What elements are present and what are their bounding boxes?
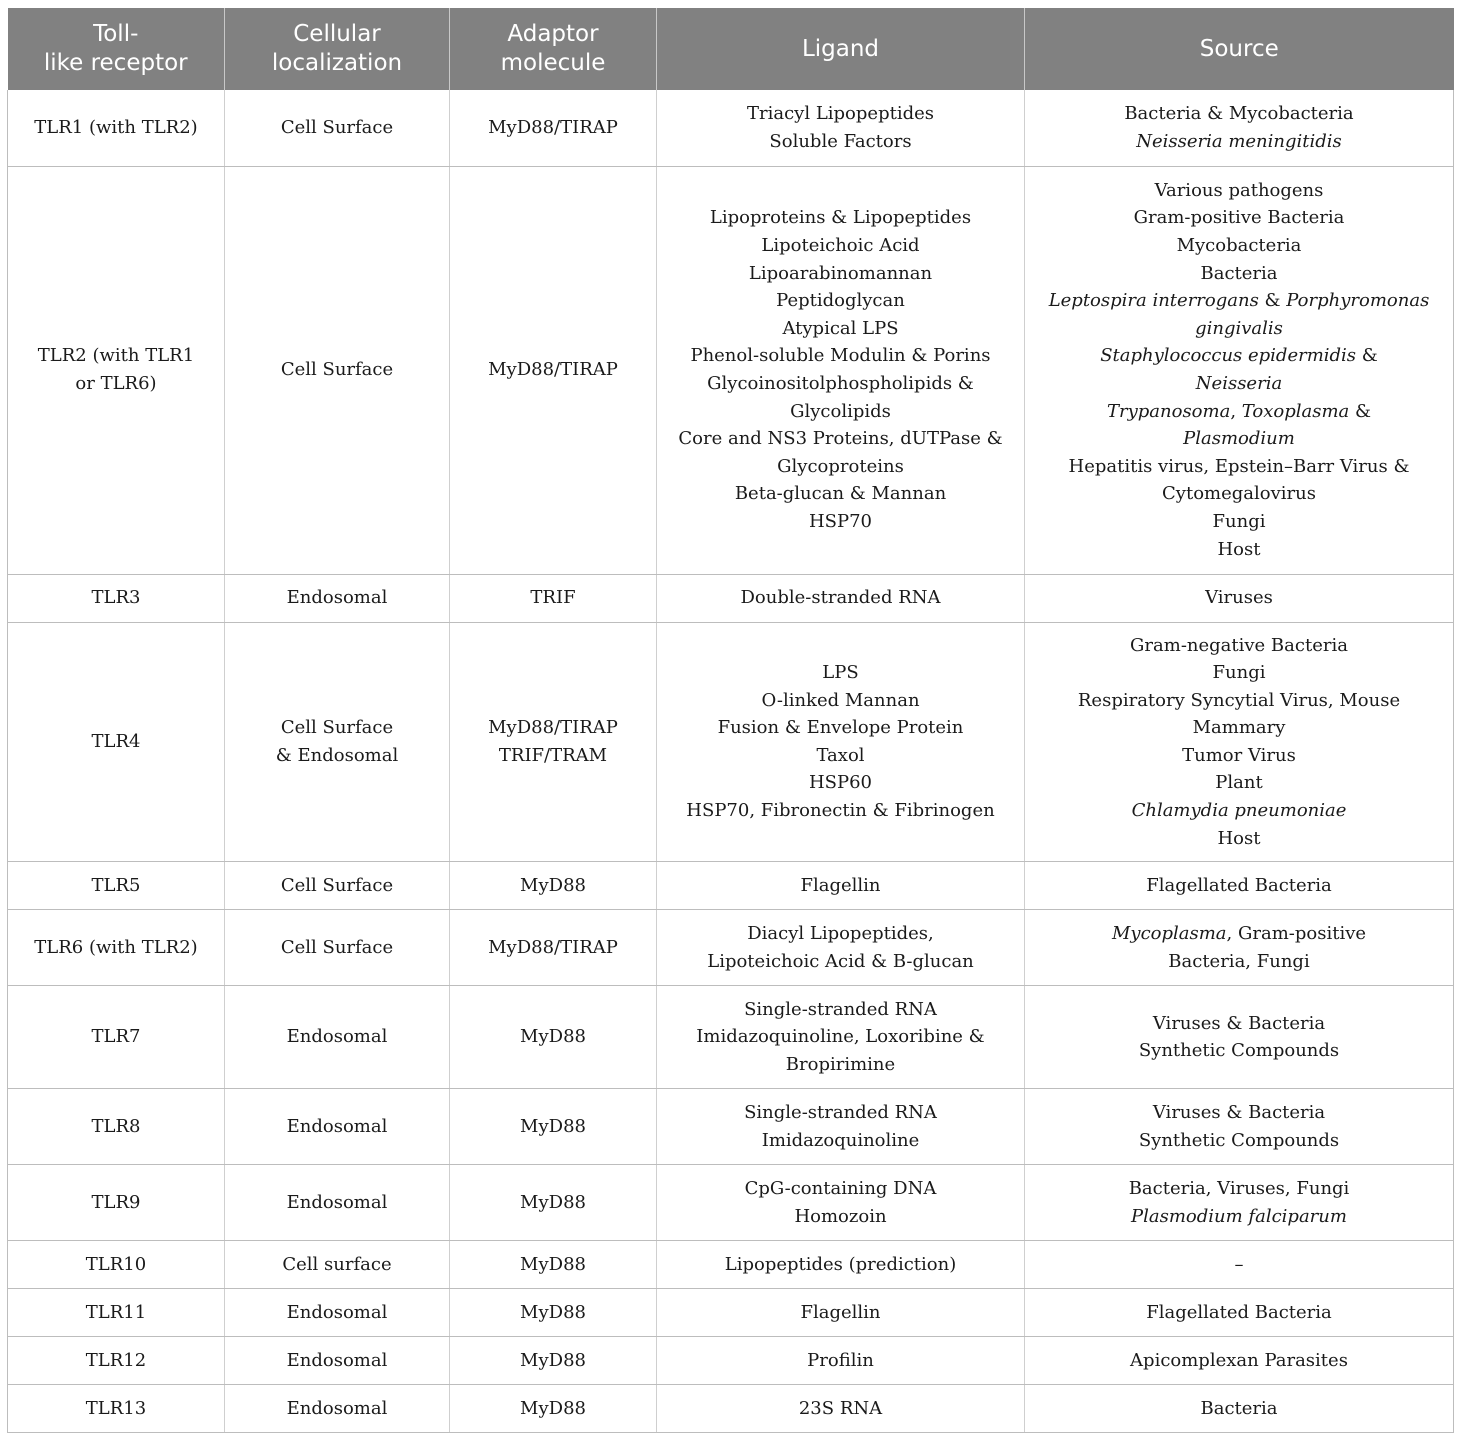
cell-adaptor [450, 862, 657, 910]
table-row [8, 862, 1454, 910]
cell-line: Lipoarabinomannan [748, 262, 933, 284]
cell-source [1025, 986, 1454, 1089]
cell-line: TLR1 (with TLR2) [34, 116, 198, 138]
cell-line: Cell Surface [280, 116, 394, 138]
cell-adaptor [450, 1289, 657, 1337]
cell-line: Gram-negative Bacteria [1130, 634, 1348, 656]
cell-adaptor [450, 90, 657, 166]
cell-line: Flagellin [800, 1301, 881, 1323]
cell-line: MyD88 [520, 1301, 586, 1323]
cell-line: Cytomegalovirus [1162, 483, 1316, 505]
cell-receptor [8, 910, 225, 986]
cell-line: MyD88 [520, 1397, 586, 1419]
cell-localization [225, 166, 450, 574]
cell-receptor [8, 1385, 225, 1433]
cell-localization [225, 862, 450, 910]
cell-line: Host [1217, 538, 1261, 560]
cell-line: Soluble Factors [769, 130, 912, 152]
cell-line: Single-stranded RNA [744, 1102, 937, 1124]
cell-localization [225, 1165, 450, 1241]
cell-line: Endosomal [286, 1026, 388, 1048]
cell-line: MyD88 [520, 1253, 586, 1275]
cell-line: MyD88/TIRAP [488, 116, 618, 138]
cell-ligand [657, 166, 1025, 574]
cell-line: HSP70, Fibronectin & Fibrinogen [686, 800, 995, 822]
cell-line: Double-stranded RNA [740, 587, 941, 609]
table-row [8, 1089, 1454, 1165]
table-row [8, 1385, 1454, 1433]
cell-line: Endosomal [286, 1349, 388, 1371]
header-row [8, 8, 1454, 90]
cell-localization [225, 622, 450, 862]
cell-line: TLR4 [91, 731, 141, 753]
cell-line: – [1234, 1253, 1244, 1275]
cell-line: Host [1217, 827, 1261, 849]
cell-line: Flagellated Bacteria [1146, 1301, 1332, 1323]
cell-line: MyD88/TIRAP [488, 717, 618, 739]
cell-line: Imidazoquinoline, Loxoribine & [696, 1026, 985, 1048]
cell-line: Viruses & Bacteria [1152, 1102, 1326, 1124]
cell-adaptor [450, 910, 657, 986]
cell-line: Gram-positive Bacteria [1133, 207, 1345, 229]
cell-line: Leptospira interrogans & Porphyromonas [1048, 290, 1430, 312]
cell-line: MyD88/TIRAP [488, 936, 618, 958]
cell-line: Glycolipids [790, 400, 891, 422]
cell-receptor [8, 1089, 225, 1165]
cell-line: Peptidoglycan [776, 290, 905, 312]
cell-line: Bacteria, Viruses, Fungi [1128, 1178, 1350, 1200]
cell-localization [225, 1337, 450, 1385]
cell-receptor [8, 1289, 225, 1337]
cell-line: Fungi [1212, 662, 1266, 684]
cell-line: HSP60 [808, 772, 873, 794]
cell-line: Bropirimine [785, 1054, 896, 1076]
cell-line: TLR6 (with TLR2) [34, 936, 198, 958]
cell-line: Lipoproteins & Lipopeptides [709, 207, 972, 229]
cell-adaptor [450, 1337, 657, 1385]
cell-line: MyD88 [520, 1026, 586, 1048]
cell-adaptor [450, 1165, 657, 1241]
cell-line: MyD88/TIRAP [488, 359, 618, 381]
cell-line: Bacteria, Fungi [1168, 950, 1310, 972]
cell-line: Plasmodium falciparum [1131, 1205, 1347, 1227]
table-body [8, 90, 1454, 1433]
cell-source [1025, 862, 1454, 910]
cell-line: Diacyl Lipopeptides, [747, 923, 934, 945]
cell-line: Plasmodium [1183, 428, 1295, 450]
cell-localization [225, 1289, 450, 1337]
cell-line: Neisseria [1195, 373, 1283, 394]
cell-line: & Endosomal [275, 744, 399, 766]
header-source: Source [1025, 8, 1454, 90]
cell-adaptor [450, 1089, 657, 1165]
cell-ligand [657, 622, 1025, 862]
cell-line: Bacteria [1200, 1397, 1278, 1419]
table-row [8, 910, 1454, 986]
cell-receptor [8, 622, 225, 862]
cell-adaptor [450, 1241, 657, 1289]
cell-receptor [8, 574, 225, 622]
cell-line: O-linked Mannan [761, 689, 920, 711]
table-row [8, 1289, 1454, 1337]
tlr-table [7, 8, 1454, 1433]
cell-receptor [8, 90, 225, 166]
cell-line: 23S RNA [798, 1397, 883, 1419]
cell-line: Viruses [1205, 587, 1273, 609]
cell-line: Synthetic Compounds [1138, 1129, 1340, 1151]
cell-localization [225, 1241, 450, 1289]
cell-line: Imidazoquinoline [761, 1129, 920, 1151]
cell-line: TLR13 [85, 1397, 147, 1419]
cell-ligand [657, 1289, 1025, 1337]
cell-line: TLR10 [85, 1253, 147, 1275]
cell-ligand [657, 862, 1025, 910]
header-localization: Cellular localization [225, 8, 450, 90]
cell-line: Bacteria [1200, 262, 1278, 284]
cell-source [1025, 574, 1454, 622]
cell-line: Lipoteichoic Acid & B-glucan [707, 950, 974, 972]
cell-localization [225, 1089, 450, 1165]
cell-localization [225, 986, 450, 1089]
cell-line: Plant [1215, 772, 1263, 794]
cell-line: Triacyl Lipopeptides [747, 103, 934, 125]
cell-line: Atypical LPS [782, 317, 899, 339]
cell-line: TLR11 [85, 1301, 147, 1323]
header-ligand: Ligand [657, 8, 1025, 90]
cell-adaptor [450, 1385, 657, 1433]
cell-ligand [657, 90, 1025, 166]
cell-line: Mycoplasma, Gram-positive [1111, 923, 1367, 945]
cell-line: Bacteria & Mycobacteria [1124, 103, 1354, 125]
table-row [8, 1165, 1454, 1241]
cell-line: Staphylococcus epidermidis & [1100, 345, 1378, 367]
cell-line: Endosomal [286, 1115, 388, 1137]
cell-line: Glycoinositolphospholipids & [707, 373, 974, 394]
cell-line: MyD88 [520, 1115, 586, 1137]
cell-line: Lipopeptides (prediction) [724, 1253, 957, 1275]
cell-line: Profilin [807, 1349, 874, 1371]
cell-line: TLR5 [91, 874, 141, 896]
cell-receptor [8, 986, 225, 1089]
cell-line: TLR7 [91, 1026, 141, 1048]
cell-line: gingivalis [1195, 317, 1283, 339]
cell-receptor [8, 1337, 225, 1385]
cell-source [1025, 90, 1454, 166]
cell-line: Cell Surface [280, 874, 394, 896]
cell-source [1025, 166, 1454, 574]
cell-line: CpG-containing DNA [744, 1178, 937, 1200]
cell-line: Endosomal [286, 1191, 388, 1213]
table-row [8, 622, 1454, 862]
cell-line: TLR12 [85, 1349, 147, 1371]
cell-line: TLR9 [91, 1191, 141, 1213]
cell-line: LPS [822, 662, 859, 684]
table-row [8, 1241, 1454, 1289]
cell-ligand [657, 1165, 1025, 1241]
cell-line: TRIF [530, 587, 576, 609]
cell-line: Taxol [816, 744, 865, 766]
cell-adaptor [450, 166, 657, 574]
cell-localization [225, 90, 450, 166]
cell-localization [225, 910, 450, 986]
cell-source [1025, 1241, 1454, 1289]
tlr-table-wrapper [7, 8, 1453, 1433]
cell-line: Mycobacteria [1176, 235, 1302, 257]
cell-line: Glycoproteins [777, 455, 904, 477]
cell-ligand [657, 910, 1025, 986]
header-receptor: Toll- like receptor [8, 8, 225, 90]
cell-line: Endosomal [286, 1301, 388, 1323]
table-row [8, 90, 1454, 166]
cell-line: MyD88 [520, 1191, 586, 1213]
cell-adaptor [450, 622, 657, 862]
cell-line: Flagellated Bacteria [1146, 874, 1332, 896]
cell-source [1025, 1165, 1454, 1241]
cell-line: Single-stranded RNA [744, 998, 937, 1020]
cell-ligand [657, 1089, 1025, 1165]
cell-ligand [657, 1337, 1025, 1385]
cell-line: TLR3 [91, 587, 141, 609]
cell-source [1025, 622, 1454, 862]
cell-receptor [8, 166, 225, 574]
cell-line: TLR8 [91, 1115, 141, 1137]
cell-source [1025, 1337, 1454, 1385]
cell-line: Homozoin [794, 1205, 887, 1227]
cell-line: Tumor Virus [1182, 744, 1296, 766]
cell-source [1025, 910, 1454, 986]
cell-line: MyD88 [520, 874, 586, 896]
cell-ligand [657, 574, 1025, 622]
cell-line: Trypanosoma, Toxoplasma & [1106, 400, 1372, 422]
table-row [8, 166, 1454, 574]
cell-line: Phenol-soluble Modulin & Porins [690, 345, 991, 367]
cell-line: Cell Surface [280, 717, 394, 739]
cell-line: Cell Surface [280, 359, 394, 381]
cell-line: Beta-glucan & Mannan [734, 483, 947, 505]
header-adaptor: Adaptor molecule [450, 8, 657, 90]
cell-line: Chlamydia pneumoniae [1131, 800, 1347, 822]
table-header [8, 8, 1454, 90]
cell-adaptor [450, 986, 657, 1089]
cell-line: MyD88 [520, 1349, 586, 1371]
cell-line: Neisseria meningitidis [1136, 130, 1342, 152]
cell-line: HSP70 [808, 510, 873, 532]
cell-line: Fungi [1212, 510, 1266, 532]
cell-line: Cell surface [282, 1253, 392, 1275]
cell-line: Fusion & Envelope Protein [717, 717, 964, 739]
cell-line: Synthetic Compounds [1138, 1040, 1340, 1062]
cell-line: Endosomal [286, 1397, 388, 1419]
cell-source [1025, 1385, 1454, 1433]
cell-source [1025, 1089, 1454, 1165]
cell-line: Viruses & Bacteria [1152, 1012, 1326, 1034]
cell-source [1025, 1289, 1454, 1337]
cell-ligand [657, 1385, 1025, 1433]
cell-line: Cell Surface [280, 936, 394, 958]
table-row [8, 986, 1454, 1089]
cell-line: Endosomal [286, 587, 388, 609]
cell-adaptor [450, 574, 657, 622]
cell-line: Core and NS3 Proteins, dUTPase & [678, 428, 1003, 450]
table-row [8, 574, 1454, 622]
table-row [8, 1337, 1454, 1385]
cell-line: TRIF/TRAM [498, 744, 608, 766]
cell-line: Various pathogens [1154, 179, 1324, 201]
cell-line: TLR2 (with TLR1 [37, 345, 195, 367]
cell-line: Lipoteichoic Acid [761, 235, 920, 257]
cell-localization [225, 1385, 450, 1433]
cell-receptor [8, 862, 225, 910]
cell-ligand [657, 986, 1025, 1089]
cell-receptor [8, 1165, 225, 1241]
cell-ligand [657, 1241, 1025, 1289]
cell-line: Respiratory Syncytial Virus, Mouse Mammary [1077, 689, 1401, 739]
cell-localization [225, 574, 450, 622]
cell-receptor [8, 1241, 225, 1289]
cell-line: Apicomplexan Parasites [1130, 1349, 1348, 1371]
cell-line: Hepatitis virus, Epstein–Barr Virus & [1068, 455, 1410, 477]
cell-line: or TLR6) [75, 373, 157, 394]
cell-line: Flagellin [800, 874, 881, 896]
